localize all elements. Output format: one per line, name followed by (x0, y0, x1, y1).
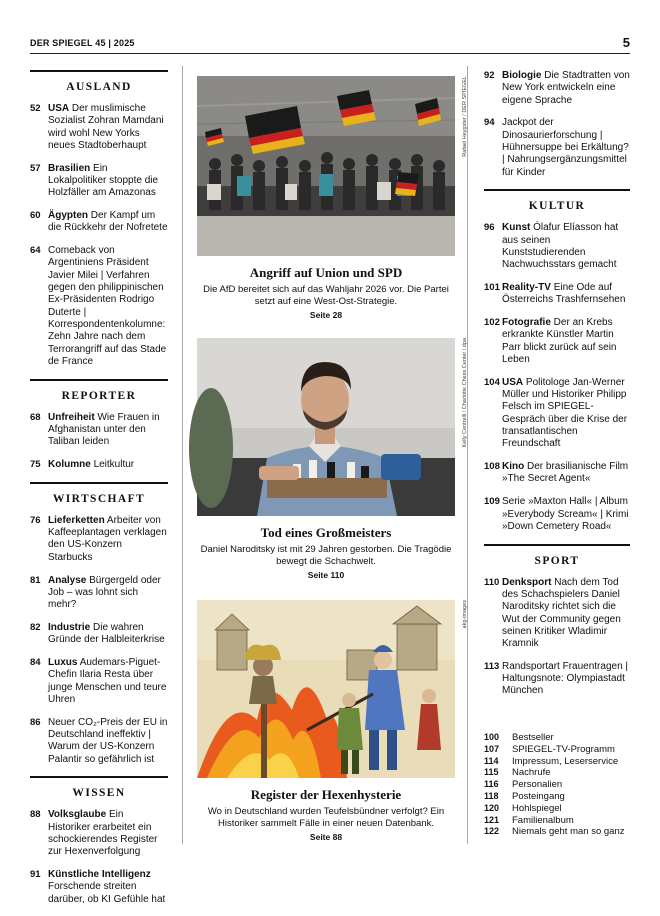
toc-entry[interactable] (484, 222, 630, 271)
toc-entry-text (48, 622, 168, 647)
toc-entry[interactable] (484, 317, 630, 366)
story-title: Register der Hexenhysterie (250, 787, 402, 802)
toc-page-number: 94 (484, 117, 495, 129)
toc-entry[interactable] (30, 163, 168, 200)
toc-description: Der Kampf um die Rückkehr der Nofretete (48, 210, 168, 234)
index-label: Impressum, Leserservice (512, 755, 619, 767)
toc-entry[interactable] (484, 70, 630, 107)
toc-description: Comeback von Argentiniens Präsident Javier Milei | Verfahren gegen den philippinischen Ex-Präsidenten Rodrigo Duterte | Korrespondentenkolumne: Zehn Jahre nach dem Terrorangriff auf das Stade de France (48, 245, 167, 367)
toc-page-number: 91 (30, 869, 41, 881)
toc-page-number: 88 (30, 809, 41, 821)
toc-page-number: 81 (30, 574, 41, 586)
toc-entry-text (502, 496, 630, 533)
toc-description: Ein Lokalpolitiker stoppte die Holzfäller am Amazonas (48, 162, 159, 199)
toc-entry[interactable] (484, 117, 630, 178)
toc-entry-text (48, 869, 168, 906)
index-page-number: 107 (484, 743, 500, 754)
photo-credit: Kelly Centrelli / Charlotte Chess Center / dpa (462, 338, 468, 448)
toc-description: Der brasilianische Film »The Secret Agent« (502, 461, 629, 485)
story-title: Angriff auf Union und SPD (249, 265, 403, 280)
index-label: Posteingang (512, 790, 565, 802)
toc-page-number: 64 (30, 245, 41, 257)
story-lead: Daniel Naroditsky ist mit 29 Jahren gestorben. Die Tragödie bewegt die Schachwelt. (200, 544, 452, 567)
story-witch[interactable] (197, 600, 468, 842)
story-page-ref: Seite 110 (307, 570, 345, 580)
toc-description: Eine Ode auf Österreichs Trashfernsehen (502, 282, 626, 306)
afd-rally-photo (197, 76, 468, 256)
toc-entry-text (48, 412, 168, 449)
toc-entry[interactable] (30, 622, 168, 647)
page-header (30, 34, 630, 54)
story-chess[interactable] (197, 338, 468, 580)
toc-description: Jackpot der Dinosaurierforschung | Hühnersuppe bei Erkältung? | Nahrungsergänzungsmittel für Kinder (502, 117, 629, 178)
toc-entry-text (48, 809, 168, 858)
toc-keyword: Luxus (48, 657, 78, 668)
index-label: Nachrufe (512, 767, 551, 779)
toc-keyword: Lieferketten (48, 514, 105, 526)
toc-description: Ólafur Elíasson hat aus seinen Kunststudierenden Nachwuchsstars gemacht (502, 222, 619, 271)
toc-page-number: 92 (484, 70, 495, 81)
toc-entry[interactable] (484, 661, 630, 698)
page-number: 5 (622, 35, 630, 50)
toc-page-number: 102 (484, 317, 500, 329)
right-column (484, 70, 630, 708)
toc-keyword: Fotografie (502, 317, 551, 329)
section-heading-reporter: REPORTER (30, 379, 168, 402)
index-label: Bestseller (512, 732, 554, 743)
index-page-number: 120 (484, 802, 500, 813)
toc-description: Wie Frauen in Afghanistan unter den Taliban leiden (48, 411, 160, 448)
toc-keyword: Volksglaube (48, 809, 107, 821)
toc-entry-text (48, 245, 168, 368)
toc-page-number: 101 (484, 282, 500, 294)
toc-entry[interactable] (484, 282, 630, 307)
toc-keyword: Ägypten (48, 210, 88, 222)
toc-page-number: 113 (484, 660, 500, 672)
index-label: Personalien (512, 779, 563, 791)
toc-page-number: 108 (484, 461, 500, 473)
toc-entry[interactable] (484, 461, 630, 486)
toc-keyword: Biologie (502, 70, 542, 81)
toc-entry[interactable] (30, 869, 168, 906)
toc-description: Politologe Jan-Werner Müller und Historiker Philipp Felsch im SPIEGEL-Gespräch über die Krise der transatlantischen Freundschaft (502, 376, 628, 450)
toc-entry[interactable] (30, 459, 168, 471)
index-row[interactable] (484, 791, 630, 803)
toc-keyword: Unfreiheit (48, 411, 95, 423)
toc-entry[interactable] (30, 717, 168, 766)
toc-keyword: Analyse (48, 574, 87, 586)
toc-description: Der an Krebs erkrankte Künstler Martin Parr blickt zurück auf sein Leben (502, 317, 617, 366)
toc-page-number: 75 (30, 459, 41, 471)
index-page-number: 121 (484, 814, 500, 825)
masthead: DER SPIEGEL 45 | 2025 (30, 38, 135, 48)
toc-page-number: 110 (484, 576, 500, 588)
toc-entry[interactable] (30, 657, 168, 706)
toc-description: Neuer CO₂-Preis der EU in Deutschland ineffektiv | Warum der US-Konzern Palantir so gefährlich ist (48, 716, 168, 765)
chess-player-image (197, 338, 455, 516)
toc-keyword: Künstliche Intelligenz (48, 869, 151, 881)
section-heading-ausland: AUSLAND (30, 70, 168, 93)
witch-burning-illustration (197, 600, 468, 778)
regular-features-index (484, 732, 630, 838)
toc-entry-text (48, 575, 168, 612)
toc-page-number: 84 (30, 657, 41, 668)
chess-photo (197, 338, 468, 516)
toc-keyword: Kino (502, 461, 525, 473)
toc-entry-text (502, 661, 630, 698)
toc-page-number: 86 (30, 716, 41, 728)
toc-description: Forschende streiten darüber, ob KI Gefühle hat (48, 881, 166, 905)
toc-entry[interactable] (30, 245, 168, 368)
toc-page-number: 96 (484, 222, 495, 234)
toc-entry-text (48, 103, 168, 152)
toc-keyword: Denksport (502, 576, 552, 588)
toc-entry[interactable] (30, 515, 168, 564)
toc-entry[interactable] (30, 210, 168, 235)
feature-column (182, 66, 468, 844)
section-heading-wissen: WISSEN (30, 776, 168, 799)
toc-page-number: 82 (30, 621, 41, 633)
left-column (30, 70, 168, 916)
toc-keyword: Kunst (502, 222, 531, 234)
toc-description: Der muslimische Sozialist Zohran Mamdani wird wohl New Yorks neues Stadtoberhaupt (48, 103, 164, 151)
index-page-number: 114 (484, 755, 499, 766)
afd-rally-image (197, 76, 455, 256)
photo-credit: Rafael Heygster / DER SPIEGEL (462, 76, 468, 157)
toc-page-number: 52 (30, 103, 41, 114)
story-page-ref: Seite 88 (309, 832, 343, 842)
toc-entry[interactable] (30, 412, 168, 449)
toc-entry[interactable] (30, 575, 168, 612)
toc-keyword: Reality-TV (502, 282, 551, 294)
index-row[interactable] (484, 779, 630, 791)
toc-description: Serie »Maxton Hall« | Album »Everybody Scream« | Krimi »Down Cemetery Road« (502, 496, 629, 532)
photo-credit: akg-images (462, 600, 468, 629)
toc-entry[interactable] (484, 496, 630, 533)
toc-page-number: 109 (484, 496, 500, 508)
toc-entry-text (502, 282, 630, 307)
index-row[interactable] (484, 815, 630, 827)
toc-entry-text (48, 163, 168, 200)
toc-keyword: Industrie (48, 621, 91, 633)
toc-description: Audemars-Piguet-Chefin Ilaria Resta über junge Menschen und teure Uhren (48, 657, 167, 705)
toc-description: Die wahren Gründe der Halbleiterkrise (48, 621, 165, 646)
toc-description: Nach dem Tod des Schachspielers Daniel Naroditsky richtet sich die Wut der Community gegen seinen Kritiker Wladimir Kramnik (502, 576, 621, 650)
index-page-number: 115 (484, 767, 499, 778)
story-lead: Die AfD bereitet sich auf das Wahljahr 2026 vor. Die Partei setzt auf eine West-Ost-Strategie. (203, 284, 449, 307)
index-label: SPIEGEL-TV-Programm (512, 743, 615, 755)
toc-entry-text (502, 461, 630, 486)
toc-entry-text (502, 222, 630, 271)
index-label: Hohlspiegel (512, 802, 562, 814)
section-heading-kultur: KULTUR (484, 189, 630, 212)
index-page-number: 122 (484, 826, 500, 837)
index-row[interactable] (484, 744, 630, 756)
index-row[interactable] (484, 826, 630, 838)
toc-description: Ein Historiker erarbeitet ein schockierendes Register zur Hexenverfolgung (48, 809, 158, 858)
index-row[interactable] (484, 767, 630, 779)
toc-page-number: 57 (30, 162, 41, 174)
toc-description: Leitkultur (93, 459, 135, 471)
index-page-number: 100 (484, 732, 500, 742)
index-row[interactable] (484, 756, 630, 768)
toc-entry-text (48, 717, 168, 766)
story-afd[interactable] (197, 76, 468, 320)
section-heading-wirtschaft: WIRTSCHAFT (30, 482, 168, 505)
toc-description: Bürgergeld oder Job – was lohnt sich mehr? (48, 574, 161, 611)
toc-description: Randsportart Frauentragen | Haltungsnote: Olympiastadt München (502, 660, 629, 697)
toc-page-number: 104 (484, 376, 500, 388)
toc-entry-text (502, 70, 630, 107)
toc-description: Arbeiter von Kaffeeplantagen verklagen den US-Konzern Starbucks (48, 514, 167, 563)
toc-entry[interactable] (30, 103, 168, 152)
story-title: Tod eines Großmeisters (260, 525, 392, 540)
index-row[interactable] (484, 803, 630, 815)
toc-page-number: 60 (30, 210, 41, 222)
index-page-number: 116 (484, 779, 499, 790)
toc-entry[interactable] (30, 809, 168, 858)
toc-keyword: Brasilien (48, 162, 91, 174)
toc-entry-text (48, 459, 168, 471)
toc-entry-text (502, 577, 630, 651)
story-lead: Wo in Deutschland wurden Teufelsbündner verfolgt? Ein Historiker sammelt Fälle in einer neuen Datenbank. (207, 806, 445, 829)
story-page-ref: Seite 28 (309, 310, 343, 320)
toc-keyword: USA (48, 103, 70, 114)
toc-page-number: 68 (30, 411, 41, 423)
toc-keyword: Kolumne (48, 459, 91, 471)
toc-entry[interactable] (484, 377, 630, 451)
index-label: Niemals geht man so ganz (512, 826, 625, 838)
toc-page-number: 76 (30, 514, 41, 526)
toc-description: Die Stadtratten von New York entwickeln eine eigene Sprache (502, 70, 630, 106)
toc-entry-text (48, 515, 168, 564)
toc-entry-text (48, 657, 168, 706)
toc-entry-text (502, 117, 630, 178)
toc-keyword: USA (502, 376, 524, 388)
witch-burning-image (197, 600, 455, 778)
index-page-number: 118 (484, 790, 499, 801)
index-label: Familienalbum (512, 814, 574, 826)
section-heading-sport: SPORT (484, 544, 630, 567)
index-row[interactable] (484, 732, 630, 744)
toc-entry-text (48, 210, 168, 235)
toc-entry[interactable] (484, 577, 630, 651)
toc-entry-text (502, 377, 630, 451)
toc-entry-text (502, 317, 630, 366)
